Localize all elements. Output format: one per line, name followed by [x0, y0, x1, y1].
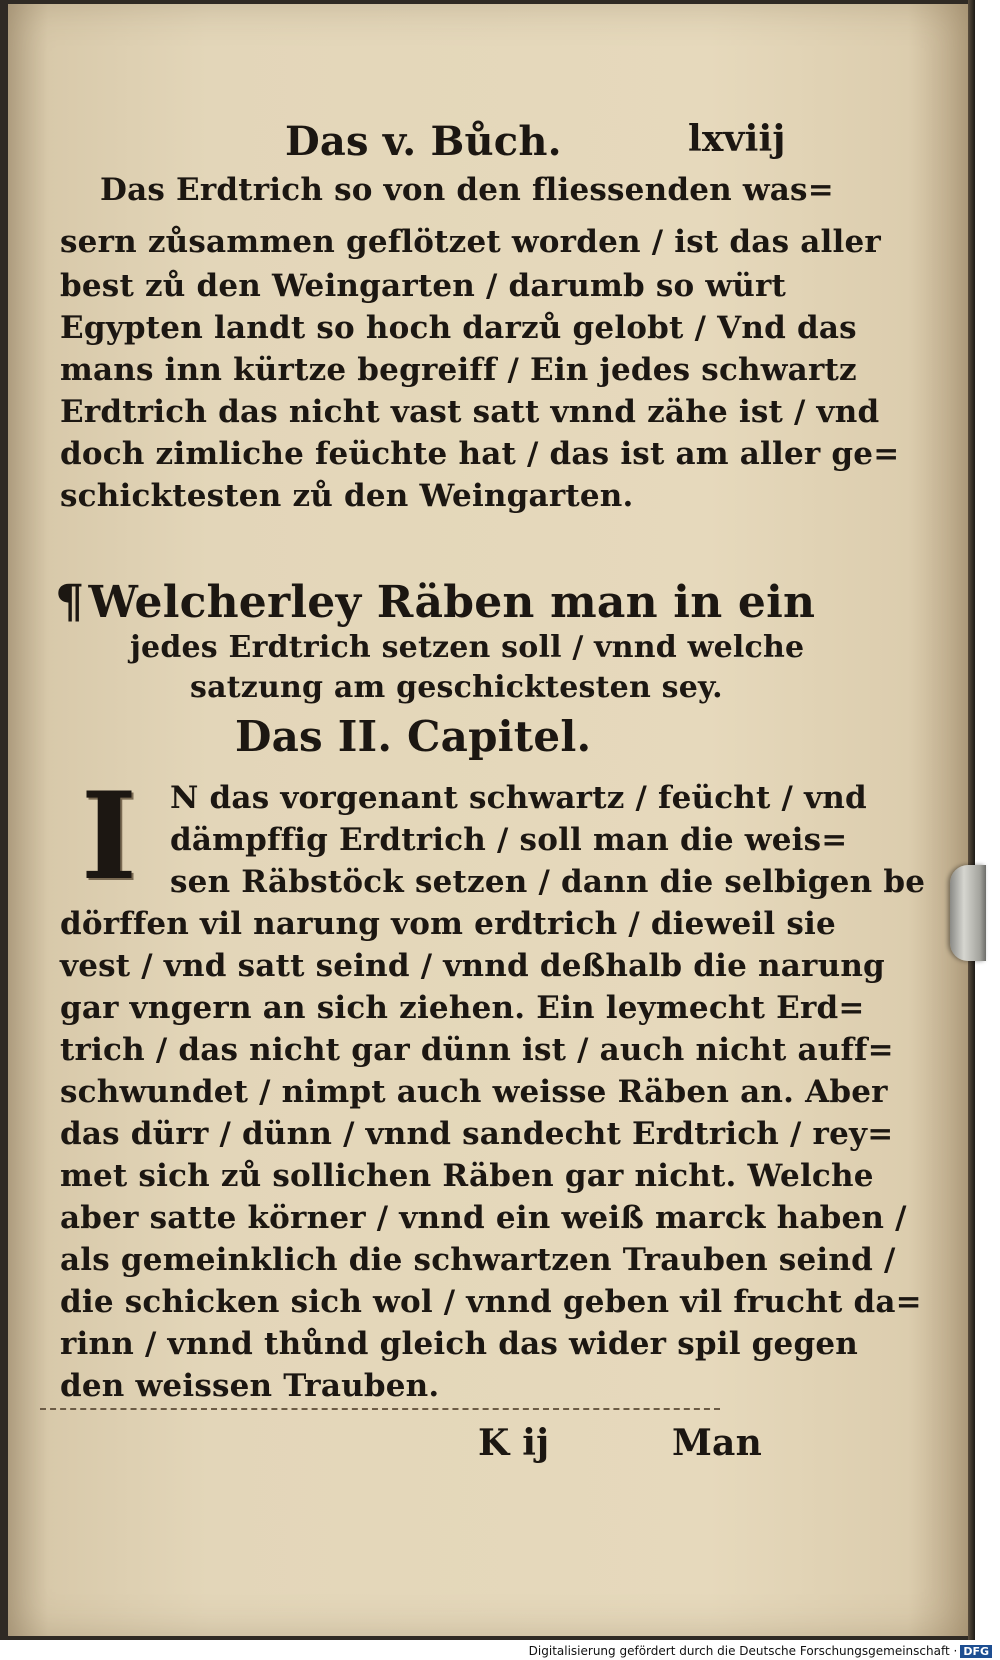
text-line: N das vorgenant schwartz / feücht / vnd	[170, 780, 867, 816]
chapter-heading-text: Welcherley Räben man in ein	[88, 577, 816, 628]
pilcrow-icon: ¶	[55, 574, 85, 628]
text-line: gar vngern an sich ziehen. Ein leymecht Erd=	[60, 990, 865, 1026]
text-line: das dürr / dünn / vnnd sandecht Erdtrich / rey=	[60, 1116, 894, 1152]
text-line: als gemeinklich die schwartzen Trauben seind /	[60, 1242, 896, 1278]
footer-rule	[40, 1408, 720, 1410]
text-line: met sich zů sollichen Räben gar nicht. Welche	[60, 1158, 874, 1194]
text-line: dämpffig Erdtrich / soll man die weis=	[170, 822, 848, 858]
running-head: Das v. Bůch.	[285, 118, 562, 165]
text-line: aber satte körner / vnnd ein weiß marck haben /	[60, 1200, 907, 1236]
decorated-initial: I	[80, 766, 138, 907]
text-line: Erdtrich das nicht vast satt vnnd zähe ist / vnd	[60, 394, 880, 430]
catchword: Man	[672, 1422, 762, 1464]
text-line: den weissen Trauben.	[60, 1368, 440, 1404]
chapter-heading-line-2: jedes Erdtrich setzen soll / vnnd welche	[130, 630, 805, 665]
text-line: mans inn kürtze begreiff / Ein jedes schwartz	[60, 352, 857, 388]
text-line: schwundet / nimpt auch weisse Räben an. Aber	[60, 1074, 888, 1110]
text-line: vest / vnd satt seind / vnnd deßhalb die narung	[60, 948, 885, 984]
folio-number: lxviij	[688, 118, 786, 160]
signature-mark: K ij	[478, 1422, 550, 1464]
text-line: dörffen vil narung vom erdtrich / dieweil sie	[60, 906, 836, 942]
chapter-number: Das II. Capitel.	[235, 712, 592, 761]
text-line: Das Erdtrich so von den fliessenden was=	[100, 172, 834, 208]
text-line: doch zimliche feüchte hat / das ist am aller ge=	[60, 436, 900, 472]
text-line: sern zůsammen geflötzet worden / ist das aller	[60, 224, 881, 260]
text-line: sen Räbstöck setzen / dann die selbigen be	[170, 864, 926, 900]
text-line: schicktesten zů den Weingarten.	[60, 478, 634, 514]
text-line: best zů den Weingarten / darumb so würt	[60, 268, 787, 304]
chapter-heading-line-3: satzung am geschicktesten sey.	[190, 670, 723, 705]
text-line: rinn / vnnd thůnd gleich das wider spil gegen	[60, 1326, 859, 1362]
digitization-credit	[529, 1644, 992, 1658]
chapter-heading-line-1	[55, 574, 815, 628]
text-line: Egypten landt so hoch darzů gelobt / Vnd das	[60, 310, 857, 346]
dfg-logo: DFG	[960, 1645, 992, 1658]
book-clasp	[950, 865, 986, 961]
credit-text: Digitalisierung gefördert durch die Deutsche Forschungsgemeinschaft ·	[528, 1644, 958, 1658]
book-edge	[968, 0, 975, 1640]
text-line: die schicken sich wol / vnnd geben vil frucht da=	[60, 1284, 922, 1320]
text-line: trich / das nicht gar dünn ist / auch nicht auff=	[60, 1032, 894, 1068]
